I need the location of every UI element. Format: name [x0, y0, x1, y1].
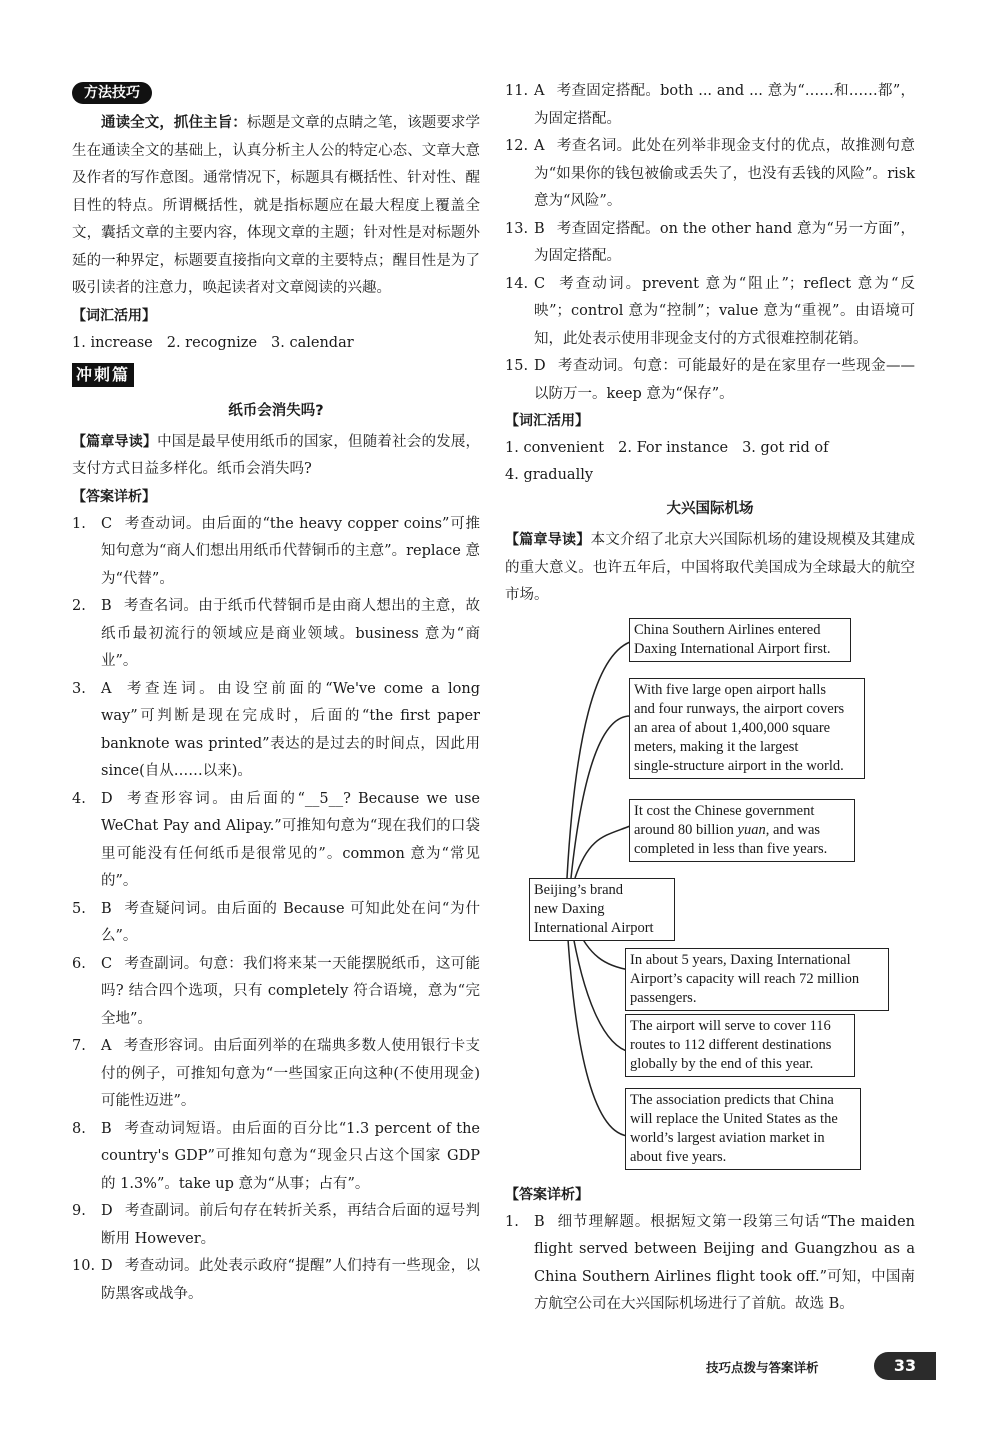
- guide-paragraph: [72, 429, 480, 484]
- answer-item: [72, 1198, 480, 1253]
- branch-line: completed in less than five years.: [634, 840, 828, 857]
- connector: [571, 924, 630, 1052]
- answer-number: 9.: [72, 1203, 86, 1219]
- branch-line: The airport will serve to cover 116: [630, 1017, 831, 1034]
- guide-text: 本文介绍了北京大兴国际机场的建设规模及其建成的重大意义。也许五年后，中国将取代美国成为全球最大的航空市场。: [505, 532, 916, 603]
- center-line: Beijing’s brand: [534, 881, 624, 898]
- connector: [571, 716, 630, 878]
- answer-item: [505, 271, 915, 354]
- method-label: 方法技巧: [72, 82, 152, 104]
- answer-text: 考查连词。由设空前面的“We've come a long way”可判断是现在完成时，后面的“the first paper banknote was printed”表达的是过去的时间点，因此用 since(自从……以来)。: [101, 680, 480, 779]
- branch-line: China Southern Airlines entered: [634, 621, 821, 638]
- guide-text: 中国是最早使用纸币的国家，但随着社会的发展，支付方式日益多样化。纸币会消失吗?: [72, 433, 481, 477]
- answer-item: [72, 1116, 480, 1199]
- answer-text: 考查疑问词。由后面的 Because 可知此处在问“为什么”。: [101, 900, 480, 944]
- branch-line: The association predicts that China: [630, 1091, 834, 1108]
- answer-number: 4.: [72, 790, 86, 807]
- answer-item: [72, 676, 480, 786]
- answer-number: 2.: [72, 598, 86, 614]
- vocab-item: 2. For instance: [618, 440, 729, 456]
- page-footer: [706, 1352, 936, 1380]
- center-line: International Airport: [534, 919, 654, 936]
- branch-line: around 80 billion yuan, and was: [634, 821, 821, 838]
- answer-letter: B: [101, 1120, 112, 1137]
- vocab-item: 3. calendar: [271, 334, 354, 351]
- right-column: [505, 78, 915, 1319]
- answer-number: 7.: [72, 1038, 86, 1054]
- answers-heading: 【答案详析】: [505, 1186, 589, 1203]
- answer-text: 细节理解题。根据短文第一段第三句话“The maiden flight served between Beijing and Guangzhou as a China Southern Airlines flight took off.”可知，中国南方航空公司在大兴国际机场进行了首航。故选 B。: [534, 1213, 915, 1312]
- vocab-list: [505, 435, 915, 489]
- answer-text: 考查形容词。由后面的“__5__? Because we use WeChat Pay and Alipay.”可推知句意为“现在我们的口袋里可能没有任何纸币是很常见的”。common 意为“常见的”。: [101, 790, 480, 889]
- answer-item: [72, 896, 480, 951]
- mind-map-branch: [625, 1014, 855, 1077]
- answer-item: [505, 216, 915, 271]
- answer-letter: D: [101, 1203, 113, 1219]
- branch-line: an area of about 1,400,000 square: [634, 719, 831, 736]
- answer-letter: A: [534, 138, 545, 154]
- branch-line: Airport’s capacity will reach 72 million: [630, 970, 860, 987]
- answer-letter: B: [101, 900, 112, 917]
- answer-item: [505, 1209, 915, 1319]
- mind-map: [505, 616, 915, 1182]
- center-line: new Daxing: [534, 900, 605, 917]
- answer-item: [72, 1033, 480, 1116]
- answer-number: 14.: [505, 275, 529, 292]
- connector: [567, 642, 630, 878]
- vocab-item: 2. recognize: [166, 334, 258, 351]
- answer-text: 考查名词。由于纸币代替铜币是由商人想出的主意，故纸币最初流行的领域应是商业领域。business 意为“商业”。: [101, 598, 480, 669]
- answer-letter: B: [534, 1213, 545, 1230]
- branch-line: It cost the Chinese government: [634, 802, 815, 819]
- page-number: 33: [874, 1352, 936, 1380]
- branch-line: meters, making it the largest: [634, 738, 799, 755]
- answer-item: [72, 786, 480, 896]
- answer-number: 12.: [505, 138, 529, 154]
- vocab-heading: 【词汇活用】: [72, 307, 156, 324]
- answer-item: [72, 511, 480, 594]
- mind-map-branch: [629, 678, 865, 779]
- answer-text: 考查固定搭配。both ... and ... 意为“……和……都”，为固定搭配。: [534, 83, 915, 127]
- sprint-section-label: 冲刺篇: [72, 363, 134, 387]
- answer-letter: C: [101, 955, 113, 972]
- answer-text: 考查形容词。由后面列举的在瑞典多数人使用银行卡支付的例子，可推知句意为“一些国家正向这种(不使用现金)可能性迈进”。: [101, 1038, 480, 1109]
- vocab-list: [72, 330, 480, 357]
- branch-line: With five large open airport halls: [634, 681, 827, 698]
- answer-letter: A: [101, 1038, 112, 1054]
- answer-letter: B: [534, 220, 545, 237]
- branch-line: In about 5 years, Daxing International: [630, 951, 851, 968]
- answer-letter: C: [534, 275, 546, 292]
- mind-map-branch: [625, 948, 889, 1011]
- answer-item: [72, 951, 480, 1034]
- mind-map-center: [529, 878, 675, 941]
- answer-item: [505, 353, 915, 408]
- method-paragraph: [72, 110, 480, 303]
- answer-list: [72, 511, 480, 1309]
- vocab-item: 1. increase: [72, 334, 153, 351]
- mind-map-branch: [625, 1088, 861, 1170]
- connector: [575, 826, 630, 878]
- vocab-heading: 【词汇活用】: [505, 413, 589, 429]
- answer-number: 1.: [505, 1213, 519, 1230]
- answer-number: 3.: [72, 680, 86, 697]
- answer-item: [505, 133, 915, 216]
- answer-text: 考查副词。句意：我们将来某一天能摆脱纸币，这可能吗? 结合四个选项，只有 completely 符合语境，意为“完全地”。: [101, 955, 480, 1027]
- branch-line: routes to 112 different destinations: [630, 1036, 832, 1053]
- vocab-item: 1. convenient: [505, 440, 605, 456]
- answer-number: 10.: [72, 1258, 96, 1274]
- answer-letter: D: [101, 790, 113, 807]
- method-text: 标题是文章的点睛之笔，该题要求学生在通读全文的基础上，认真分析主人公的特定心态、文章大意及作者的写作意图。通常情况下，标题具有概括性、针对性、醒目性的特点。所谓概括性，就是指标题应在最大程度上覆盖全文，囊括文章的主要内容，体现文章的主题；针对性是对标题外延的一种界定，标题要直接指向文章的主要特点；醒目性是为了吸引读者的注意力，唤起读者对文章阅读的兴趣。: [72, 115, 481, 296]
- left-column: [72, 78, 480, 1308]
- answer-number: 8.: [72, 1120, 86, 1137]
- article-title: 纸币会消失吗?: [228, 402, 324, 419]
- mind-map-branch: [629, 799, 855, 862]
- branch-line: world’s largest aviation market in: [630, 1129, 825, 1146]
- article-title: 大兴国际机场: [666, 501, 754, 517]
- guide-label: 【篇章导读】: [72, 433, 158, 450]
- guide-paragraph: [505, 527, 915, 610]
- answer-letter: C: [101, 515, 113, 532]
- vocab-item: 3. got rid of: [742, 440, 829, 456]
- answer-letter: D: [534, 358, 546, 374]
- answer-text: 考查动词。prevent 意为“阻止”；reflect 意为“反映”；control 意为“控制”；value 意为“重视”。由语境可知，此处表示使用非现金支付的方式很难控制花销。: [534, 275, 915, 347]
- branch-line: passengers.: [630, 989, 697, 1006]
- branch-line: and four runways, the airport covers: [634, 700, 845, 717]
- answer-text: 考查动词短语。由后面的百分比“1.3 percent of the country's GDP”可推知句意为“现金只占这个国家 GDP 的 1.3%”。take up 意为“从事；占有”。: [101, 1120, 480, 1192]
- italic-word: yuan: [737, 821, 766, 838]
- answer-text: 考查动词。句意：可能最好的是在家里存一些现金——以防万一。keep 意为“保存”。: [534, 358, 915, 402]
- answers-heading: 【答案详析】: [72, 488, 156, 505]
- answer-letter: B: [101, 598, 112, 614]
- guide-label: 【篇章导读】: [505, 532, 591, 548]
- branch-line: will replace the United States as the: [630, 1110, 838, 1127]
- answer-letter: A: [534, 83, 545, 99]
- answer-text: 考查固定搭配。on the other hand 意为“另一方面”，为固定搭配。: [534, 220, 915, 264]
- answer-number: 13.: [505, 220, 529, 237]
- answer-letter: D: [101, 1258, 113, 1274]
- answer-number: 5.: [72, 900, 86, 917]
- answer-text: 考查动词。由后面的“the heavy copper coins”可推知句意为“商人们想出用纸币代替铜币的主意”。replace 意为“代替”。: [101, 515, 480, 587]
- branch-line: globally by the end of this year.: [630, 1055, 814, 1072]
- answer-number: 15.: [505, 358, 529, 374]
- answer-item: [72, 1253, 480, 1308]
- answer-item: [72, 593, 480, 676]
- answer-text: 考查名词。此处在列举非现金支付的优点，故推测句意为“如果你的钱包被偷或丢失了，也没有丢钱的风险”。risk 意为“风险”。: [534, 138, 915, 209]
- answer-letter: A: [101, 680, 112, 697]
- method-lead: 通读全文，抓住主旨：: [101, 115, 247, 131]
- vocab-item: 4. gradually: [505, 467, 594, 483]
- answer-item: [505, 78, 915, 133]
- footer-label: 技巧点拨与答案详析: [706, 1360, 819, 1375]
- mind-map-branch: [629, 618, 851, 662]
- answer-number: 1.: [72, 515, 86, 532]
- answer-list: [505, 78, 915, 408]
- answer-text: 考查动词。此处表示政府“提醒”人们持有一些现金，以防黑客或战争。: [101, 1258, 480, 1302]
- branch-line: single-structure airport in the world.: [634, 757, 844, 774]
- answer-number: 6.: [72, 955, 86, 972]
- answer-number: 11.: [505, 83, 529, 99]
- answer-text: 考查副词。前后句存在转折关系，再结合后面的逗号判断用 However。: [101, 1203, 480, 1247]
- branch-line: Daxing International Airport first.: [634, 640, 831, 657]
- branch-line: about five years.: [630, 1148, 727, 1165]
